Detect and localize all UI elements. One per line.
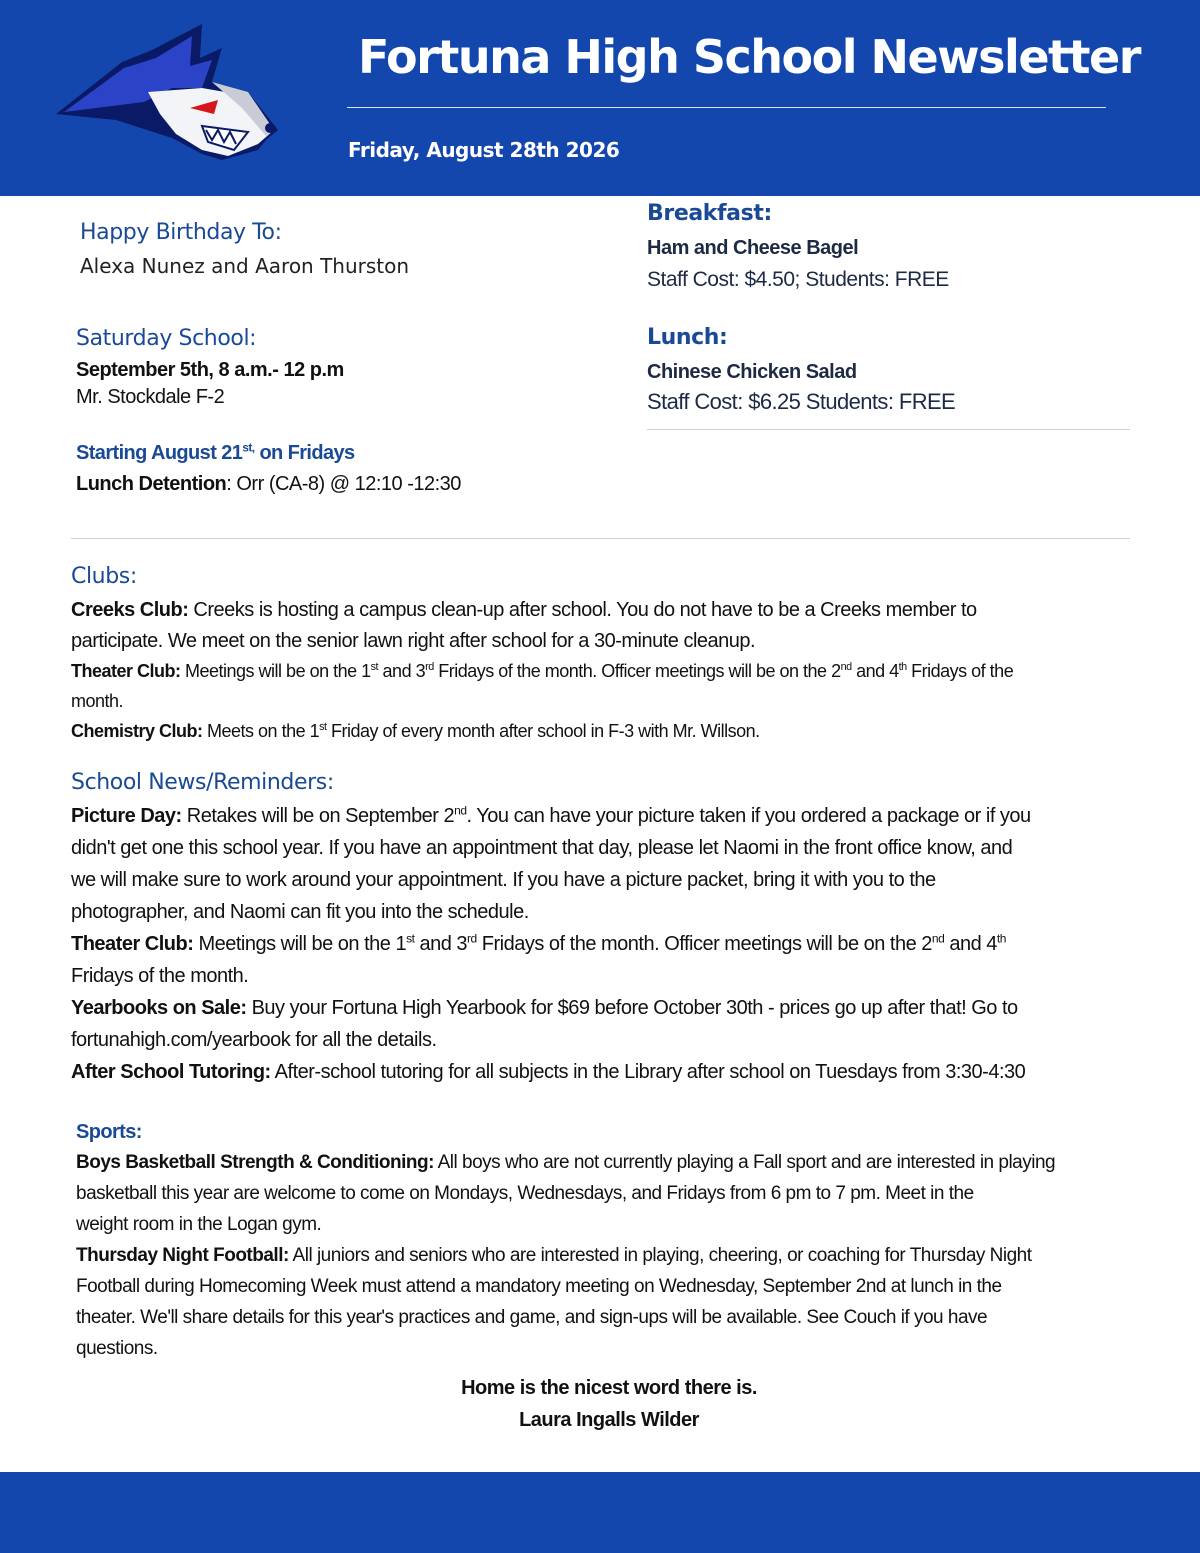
- ordinal: st: [406, 931, 415, 946]
- ordinal: nd: [840, 661, 852, 673]
- picture-day-line4: photographer, and Naomi can fit you into the schedule.: [71, 901, 529, 923]
- newsletter-footer: [0, 1472, 1200, 1553]
- basketball-line3: weight room in the Logan gym.: [76, 1214, 322, 1235]
- chemistry-club-text: Meets on the 1: [202, 721, 320, 741]
- ordinal: th: [898, 661, 907, 673]
- picture-day-text: . You can have your picture taken if you ordered a package or if you: [466, 805, 1031, 827]
- football-line2: Football during Homecoming Week must attend a mandatory meeting on Wednesday, September 2nd at lunch in the: [76, 1276, 1002, 1297]
- birthday-names: Alexa Nunez and Aaron Thurston: [80, 254, 410, 278]
- creeks-club-label: Creeks Club:: [71, 599, 189, 621]
- lunch-cost: Staff Cost: $6.25 Students: FREE: [647, 389, 956, 414]
- school-news-heading: School News/Reminders:: [71, 770, 334, 795]
- ordinal: st: [370, 661, 379, 673]
- news-theater-label: Theater Club:: [71, 933, 194, 955]
- tutoring-text: After-school tutoring for all subjects in the Library after school on Tuesdays from 3:30-4:30: [270, 1061, 1026, 1083]
- ordinal: nd: [931, 931, 945, 946]
- picture-day-line2: didn't get one this school year. If you have an appointment that day, please let Naomi in the front office know, and: [71, 837, 1013, 859]
- chemistry-club-line: [71, 716, 1161, 746]
- theater-club-text: Meetings will be on the 1: [180, 661, 371, 681]
- basketball-text: All boys who are not currently playing a Fall sport and are interested in playing: [433, 1152, 1056, 1173]
- basketball-label: Boys Basketball Strength & Conditioning:: [76, 1152, 434, 1173]
- birthday-heading: Happy Birthday To:: [80, 220, 282, 245]
- news-theater-text: and 3: [414, 933, 468, 955]
- picture-day-label: Picture Day:: [71, 805, 182, 827]
- chemistry-club-text: Friday of every month after school in F-3 with Mr. Willson.: [326, 721, 760, 741]
- sports-heading: Sports:: [76, 1121, 142, 1143]
- theater-club-text: Fridays of the: [906, 661, 1014, 681]
- saturday-school-date: September 5th, 8 a.m.- 12 p.m: [76, 359, 344, 381]
- yearbook-label: Yearbooks on Sale:: [71, 997, 247, 1019]
- section-divider: [71, 538, 1130, 539]
- saturday-school-location: Mr. Stockdale F-2: [76, 386, 225, 408]
- title-divider: [347, 107, 1106, 108]
- detention-detail: : Orr (CA-8) @ 12:10 -12:30: [226, 473, 461, 495]
- ordinal: rd: [467, 931, 477, 946]
- football-label: Thursday Night Football:: [76, 1245, 289, 1266]
- chemistry-club-label: Chemistry Club:: [71, 721, 203, 741]
- breakfast-cost: Staff Cost: $4.50; Students: FREE: [647, 268, 949, 291]
- sports-section: [76, 1117, 1166, 1364]
- lunch-item: Chinese Chicken Salad: [647, 361, 857, 383]
- basketball-line2: basketball this year are welcome to come on Mondays, Wednesdays, and Fridays from 6 pm to 7 pm. Meet in the: [76, 1183, 974, 1204]
- ordinal: st,: [242, 440, 255, 455]
- clubs-heading: Clubs:: [71, 564, 137, 589]
- football-line1: [76, 1240, 1166, 1271]
- breakfast-heading: Breakfast:: [647, 201, 772, 226]
- newsletter-header: [0, 0, 1200, 196]
- newsletter-date: Friday, August 28th 2026: [348, 138, 620, 162]
- news-theater-line1: [71, 928, 1161, 960]
- theater-club-label: Theater Club:: [71, 661, 181, 681]
- lunch-heading: Lunch:: [647, 325, 728, 350]
- breakfast-item: Ham and Cheese Bagel: [647, 237, 859, 259]
- birthday-section: [80, 216, 409, 282]
- tutoring-label: After School Tutoring:: [71, 1061, 271, 1083]
- saturday-school-section: [76, 322, 344, 410]
- quote-author: Laura Ingalls Wilder: [519, 1409, 699, 1431]
- clubs-section: [71, 560, 1161, 746]
- detention-line: [76, 469, 461, 499]
- basketball-line1: [76, 1147, 1166, 1178]
- news-theater-line2: Fridays of the month.: [71, 965, 249, 987]
- detention-start: [76, 437, 461, 469]
- creeks-club-text: Creeks is hosting a campus clean-up after school. You do not have to be a Creeks member to: [188, 599, 977, 621]
- yearbook-line2: fortunahigh.com/yearbook for all the details.: [71, 1029, 437, 1051]
- detention-section: [76, 437, 461, 499]
- creeks-club-line1: [71, 594, 1161, 626]
- wolf-mascot-icon: [52, 22, 280, 172]
- theater-club-line1: [71, 656, 1161, 686]
- football-line4: questions.: [76, 1338, 158, 1359]
- theater-club-text: and 3: [378, 661, 426, 681]
- lunch-section: [647, 321, 955, 415]
- picture-day-text: Retakes will be on September 2: [181, 805, 455, 827]
- football-text: All juniors and seniors who are interested in playing, cheering, or coaching for Thursday Night: [288, 1245, 1032, 1266]
- yearbook-line1: [71, 992, 1161, 1024]
- ordinal: nd: [454, 803, 467, 818]
- creeks-club-line2: participate. We meet on the senior lawn right after school for a 30-minute cleanup.: [71, 630, 756, 652]
- menu-divider: [647, 429, 1130, 430]
- news-theater-text: and 4: [944, 933, 997, 955]
- news-theater-text: Fridays of the month. Officer meetings will be on the 2: [476, 933, 932, 955]
- picture-day-line3: we will make sure to work around your appointment. If you have a picture packet, bring it with you to the: [71, 869, 936, 891]
- detention-label: Lunch Detention: [76, 473, 227, 495]
- detention-start-suffix: on Fridays: [254, 442, 355, 464]
- school-news-section: [71, 766, 1161, 1088]
- theater-club-text: Fridays of the month. Officer meetings will be on the 2: [433, 661, 841, 681]
- quote-text: Home is the nicest word there is.: [461, 1377, 757, 1399]
- ordinal: th: [996, 931, 1006, 946]
- yearbook-text: Buy your Fortuna High Yearbook for $69 before October 30th - prices go up after that! Go to: [246, 997, 1018, 1019]
- ordinal: st: [319, 721, 327, 733]
- theater-club-text: and 4: [851, 661, 899, 681]
- picture-day-line1: [71, 800, 1161, 832]
- breakfast-section: [647, 197, 949, 295]
- newsletter-title: Fortuna High School Newsletter: [358, 30, 1140, 84]
- saturday-school-heading: Saturday School:: [76, 326, 257, 351]
- ordinal: rd: [425, 661, 434, 673]
- news-theater-text: Meetings will be on the 1: [193, 933, 407, 955]
- detention-start-text: Starting August 21: [76, 442, 243, 464]
- football-line3: theater. We'll share details for this year's practices and game, and sign-ups will be available. See Couch if you have: [76, 1307, 988, 1328]
- tutoring-line: [71, 1056, 1161, 1088]
- theater-club-line2: month.: [71, 691, 124, 711]
